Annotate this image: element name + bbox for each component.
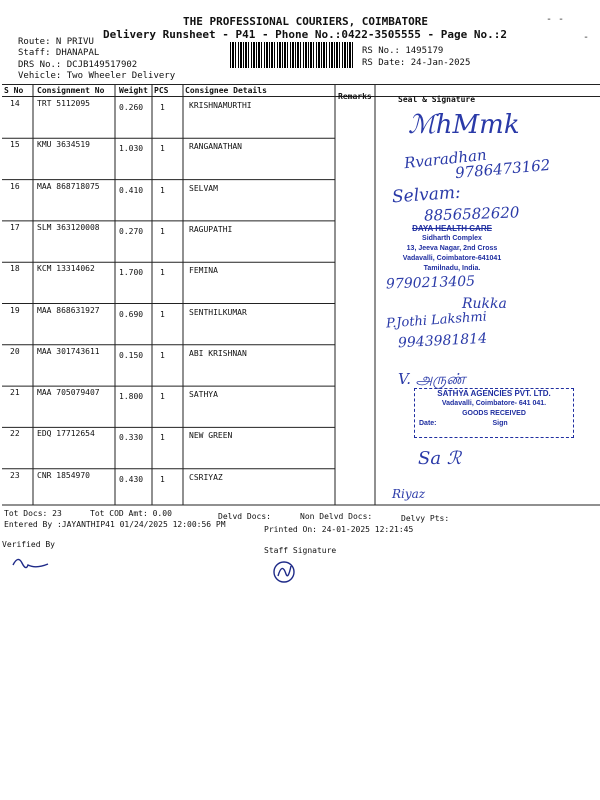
col-header-consignment: Consignment No [37,86,105,95]
route-label: Route: N PRIVU [18,37,94,47]
cell-sno: 16 [10,181,20,191]
daya-health-care-stamp [398,224,506,274]
cell-consignee: SENTHILKUMAR [189,307,247,317]
cell-consignee: CSRIYAZ [189,472,223,482]
handwritten-phone-20: 9943981814 [397,330,488,352]
cell-consignee: ABI KRISHNAN [189,348,247,358]
cell-pcs: 1 [160,144,165,154]
handwritten-phone-15: 9786473162 [454,155,552,183]
rs-number: RS No.: 1495179 [362,46,444,56]
corner-mark-icon: - - [546,14,565,25]
signature-ranganathan: Rvaradhan [403,145,488,173]
cell-weight: 1.030 [119,144,144,154]
document-title: THE PROFESSIONAL COURIERS, COIMBATORE [183,15,429,28]
stamp-line: GOODS RECEIVED [462,410,526,417]
stamp-line: Sidharth Complex [422,235,482,242]
cell-weight: 0.330 [119,433,144,443]
staff-signature-mark [268,558,300,586]
cell-consignee: FEMINA [189,266,218,276]
stamp-line: 13, Jeeva Nagar, 2nd Cross [406,245,498,252]
total-cod-amount: Tot COD Amt: 0.00 [90,509,172,518]
stamp-line: DAYA HEALTH CARE [412,224,492,233]
cell-sno: 17 [10,222,20,232]
entered-by: Entered By :JAYANTHIP41 01/24/2025 12:00:56 PM [4,520,226,529]
cell-consignment-no: MAA 868718075 [37,181,100,191]
cell-pcs: 1 [160,185,165,195]
barcode [230,42,353,68]
non-delivered-docs: Non Delvd Docs: [300,512,373,521]
cell-sno: 22 [10,429,20,439]
stamp-line: Tamilnadu, India. [423,265,481,272]
cell-consignee: RAGUPATHI [189,224,233,234]
signature-abi-krishnan: P.Jothi Lakshmi [385,309,488,332]
cell-sno: 18 [10,264,20,274]
col-header-sno: S No [4,86,24,95]
printed-on: Printed On: 24-01-2025 12:21:45 [264,525,414,534]
cell-weight: 0.270 [119,226,144,236]
cell-pcs: 1 [160,103,165,112]
cell-weight: 0.150 [119,350,144,360]
stamp-sign-label: Sign [492,420,508,427]
cell-pcs: 1 [160,350,165,360]
signature-krishnamurthi: ℳhMmk [408,110,520,140]
drs-number: DRS No.: DCJB149517902 [18,60,138,70]
signature-new-green: Sa ℛ [418,448,462,469]
cell-consignee: RANGANATHAN [189,142,242,152]
cell-sno: 20 [10,346,20,356]
cell-consignment-no: TRT 5112095 [37,99,90,108]
staff-label: Staff: DHANAPAL [18,48,100,58]
vehicle-label: Vehicle: Two Wheeler Delivery [18,71,176,81]
cell-consignee: SELVAM [189,183,218,193]
cell-consignment-no: KMU 3634519 [37,140,90,150]
cell-pcs: 1 [160,433,165,443]
verified-by-signature [10,553,52,573]
runsheet-subtitle: Delivery Runsheet - P41 - Phone No.:0422-3505555 - Page No.:2 [103,28,507,41]
signature-sathya: V. அருண் [398,370,466,388]
cell-sno: 15 [10,140,20,150]
cell-weight: 0.690 [119,309,144,319]
cell-consignment-no: MAA 301743611 [37,346,100,356]
stamp-line: SATHYA AGENCIES PVT. LTD. [437,389,551,398]
cell-weight: 0.260 [119,103,144,112]
cell-pcs: 1 [160,226,165,236]
col-header-pcs: PCS [154,86,169,95]
corner-mark-icon: - [583,32,590,43]
runsheet-table-grid [2,84,600,506]
col-header-weight: Weight [119,86,148,95]
delivered-docs: Delvd Docs: [218,512,271,521]
total-docs: Tot Docs: 23 [4,509,62,518]
cell-pcs: 1 [160,392,165,402]
cell-consignment-no: SLM 363120008 [37,222,100,232]
signature-selvam: Selvam: [391,182,462,208]
cell-consignee: NEW GREEN [189,431,233,441]
handwritten-phone-16: 8856582620 [423,203,520,225]
cell-sno: 21 [10,388,20,398]
staff-signature-label: Staff Signature [264,546,337,555]
cell-consignment-no: KCM 13314062 [37,264,95,274]
stamp-line: Vadavalli, Coimbatore- 641 041. [441,400,547,407]
cell-consignee: KRISHNAMURTHI [189,101,252,110]
signature-csriyaz: Riyaz [392,487,426,501]
cell-weight: 0.410 [119,185,144,195]
col-header-seal: Seal & Signature [398,95,476,104]
delivery-points: Delvy Pts: [401,514,450,523]
handwritten-phone-18: 9790213405 [385,273,476,293]
cell-weight: 1.800 [119,392,144,402]
sathya-agencies-stamp [414,388,574,438]
cell-weight: 1.700 [119,268,144,278]
cell-consignment-no: MAA 705079407 [37,388,100,398]
cell-weight: 0.430 [119,474,144,484]
cell-sno: 19 [10,305,20,315]
rs-date: RS Date: 24-Jan-2025 [362,58,471,68]
cell-pcs: 1 [160,474,165,484]
cell-sno: 23 [10,470,20,480]
signature-senthilkumar: Rukka [462,296,507,312]
stamp-date-label: Date: [419,420,437,427]
stamp-line: Vadavalli, Coimbatore-641041 [402,255,502,262]
cell-consignee: SATHYA [189,390,218,400]
cell-pcs: 1 [160,309,165,319]
col-header-remarks: Remarks [338,92,372,101]
cell-consignment-no: CNR 1854970 [37,470,90,480]
cell-sno: 14 [10,99,20,108]
cell-consignment-no: EDQ 17712654 [37,429,95,439]
col-header-consignee: Consignee Details [185,86,267,95]
cell-pcs: 1 [160,268,165,278]
verified-by-label: Verified By [2,540,55,549]
cell-consignment-no: MAA 868631927 [37,305,100,315]
